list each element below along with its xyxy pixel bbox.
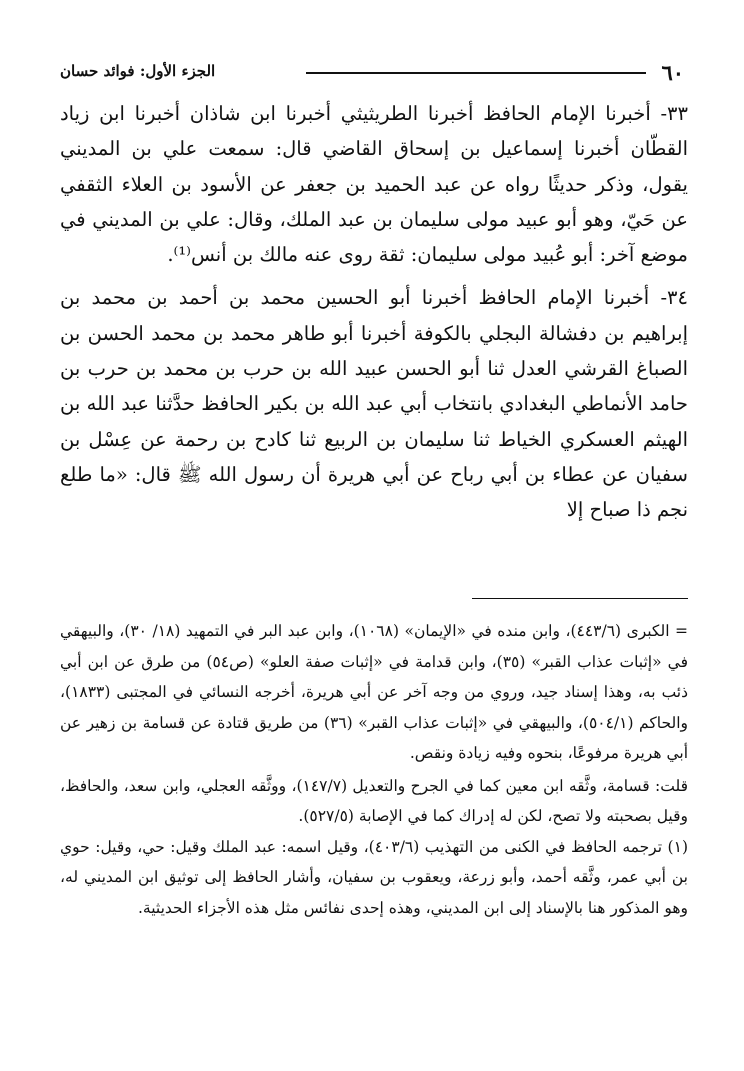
hadith-34: ٣٤- أخبرنا الإمام الحافظ أخبرنا أبو الحسين محمد بن أحمد بن محمد بن إبراهيم بن دفشالة البجلي بالكوفة أخبرنا أبو طاهر محمد بن محمد الحسن بن الصباغ القرشي العدل ثنا أبو الحسن عبيد الله بن حرب بن محمد بن حرب بن حامد الأنماطي البغدادي بانتخاب أبي عبد الله بن بكير الحافظ حدَّثنا عبد الله بن الهيثم العسكري الخياط ثنا سليمان بن الربيع ثنا كادح بن رحمة عن عِسْل بن سفيان عن عطاء بن أبي رباح عن أبي هريرة أن رسول الله ﷺ قال: «ما طلع نجم ذا صباح إلا (60, 286, 688, 522)
footnote-remark: قلت: قسامة، وثَّقه ابن معين كما في الجرح والتعديل (١٤٧/٧)، ووثَّقه العجلي، وابن سعد، والحافظ، وقيل بصحبته ولا تصح، لكن له إدراك كما في الإصابة (٥٢٧/٥). (60, 776, 689, 825)
header-rule (306, 72, 646, 74)
footnote-continuation: = الكبرى (٤٤٣/٦)، وابن منده في «الإيمان» (١٠٦٨)، وابن عبد البر في التمهيد (١٨/ ٣٠)، والبيهقي في «إثبات عذاب القبر» (٣٥)، وابن قدامة في «إثبات صفة العلو» (ص٥٤) من طرق عن ابن أبي ذئب به، وهذا إسناد جيد، وروي من وجه آخر عن أبي هريرة، أخرجه النسائي في المجتبى (١٨٣٣)، والحاكم (٥٠٤/١)، والبيهقي في «إثبات عذاب القبر» (٣٦) من طريق قتادة عن قسامة بن زهير عن أبي هريرة مرفوعًا، بنحوه وفيه زيادة ونقص. (60, 622, 689, 762)
footnote-1: (١) ترجمه الحافظ في الكنى من التهذيب (٤٠٣/٦)، وقيل اسمه: عبد الملك وقيل: حي، وقيل: حوي بن أبي عمر، وثَّقه أحمد، وأبو زرعة، ويعقوب بن سفيان، وأشار الحافظ إلى توثيق ابن المديني له، وهو المذكور هنا بالإسناد إلى ابن المديني، وهذه إحدى نفائس مثل هذه الأجزاء الحديثية. (60, 837, 688, 917)
footnote-separator (472, 598, 688, 599)
page-number: ٦٠ (661, 60, 684, 85)
main-text (60, 96, 688, 528)
running-title: الجزء الأول: فوائد حسان (60, 62, 216, 80)
footnotes (60, 616, 688, 923)
page-header (60, 60, 684, 88)
hadith-33: ٣٣- أخبرنا الإمام الحافظ أخبرنا الطريثيثي أخبرنا ابن شاذان أخبرنا ابن زياد القطّان أخبرنا إسماعيل بن إسحاق القاضي قال: سمعت علي بن المديني يقول، وذكر حديثًا رواه عن عبد الحميد بن جعفر عن الأسود بن العلاء الثقفي عن حَيّ، وهو أبو عبيد مولى سليمان بن عبد الملك، وقال: علي بن المديني في موضع آخر: أبو عُبيد مولى سليمان: ثقة روى عنه مالك بن أنس⁽¹⁾. (60, 102, 688, 267)
